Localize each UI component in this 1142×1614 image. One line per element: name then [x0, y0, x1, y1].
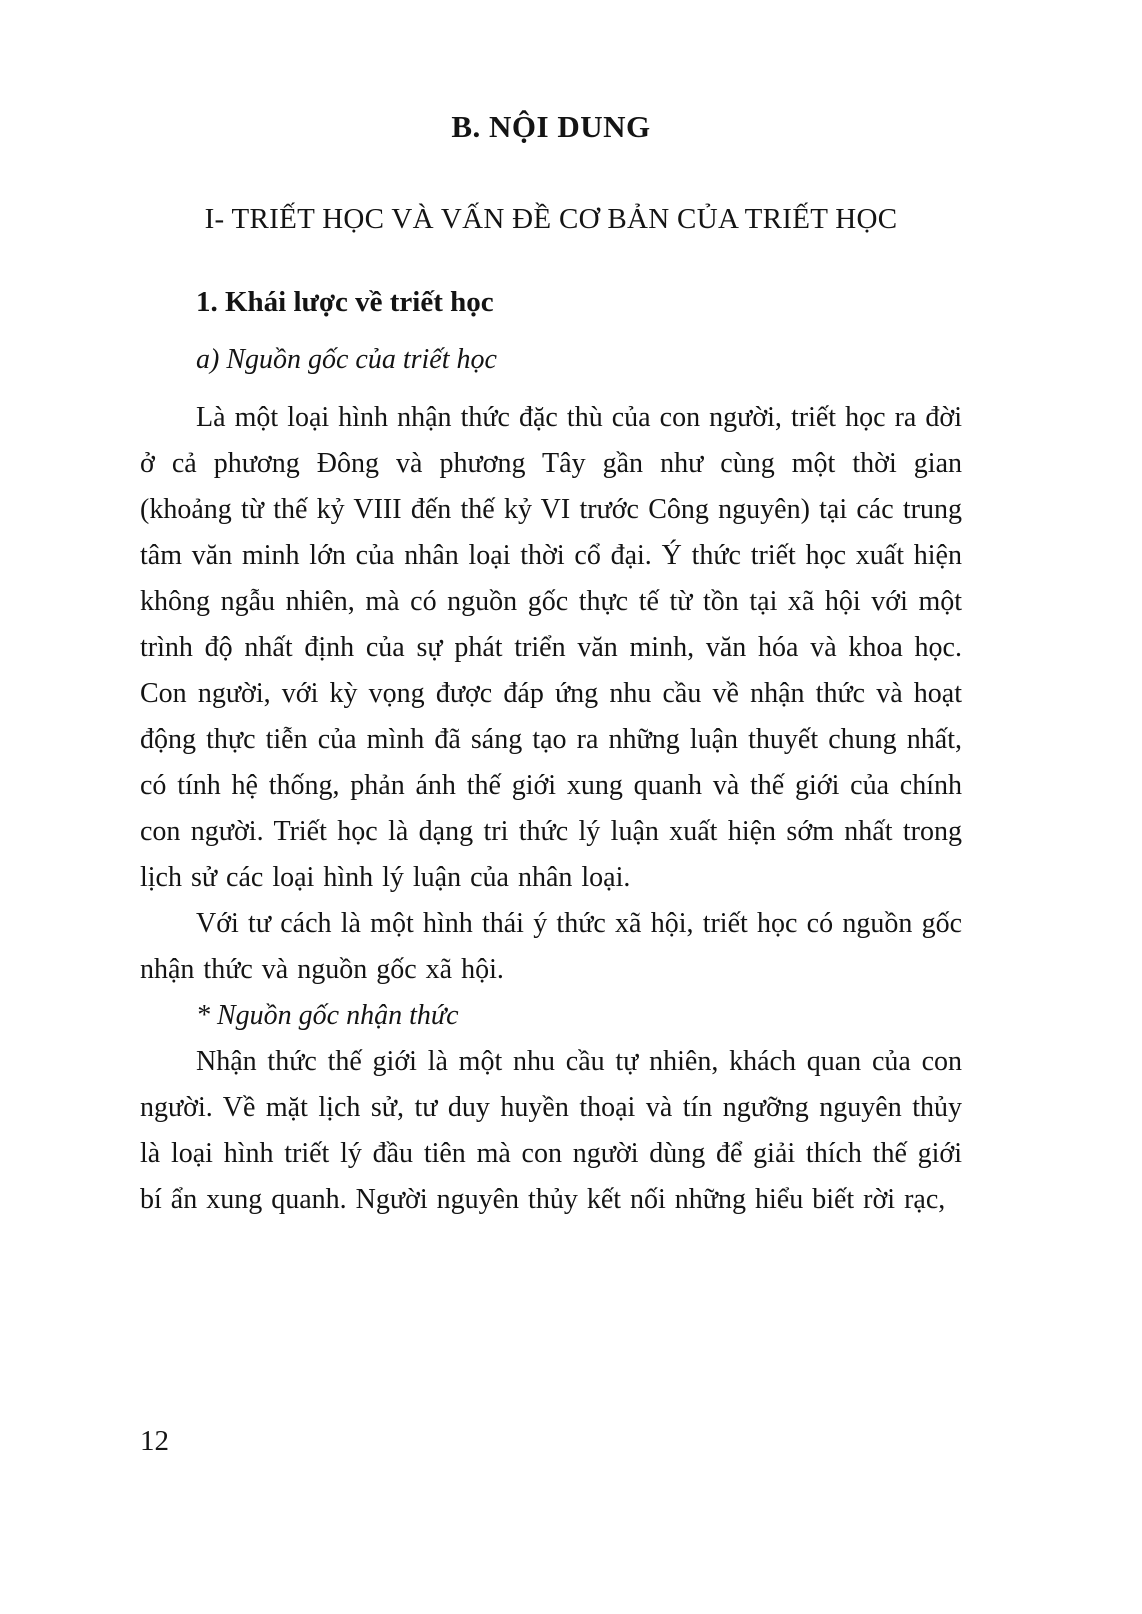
item-heading: a) Nguồn gốc của triết học	[196, 344, 497, 376]
note-heading: * Nguồn gốc nhận thức	[196, 999, 459, 1031]
page-number: 12	[140, 1425, 169, 1457]
paragraph: Là một loại hình nhận thức đặc thù của con người, triết học ra đời ở cả phương Đông và phương Tây gần như cùng một thời gian (khoảng từ thế kỷ VIII đến thế kỷ VI trước Công nguyên) tại các trung tâm văn minh lớn của nhân loại thời cổ đại. Ý thức triết học xuất hiện không ngẫu nhiên, mà có nguồn gốc thực tế từ tồn tại xã hội với một trình độ nhất định của sự phát triển văn minh, văn hóa và khoa học. Con người, với kỳ vọng được đáp ứng nhu cầu về nhận thức và hoạt động thực tiễn của mình đã sáng tạo ra những luận thuyết chung nhất, có tính hệ thống, phản ánh thế giới xung quanh và thế giới của chính con người. Triết học là dạng tri thức lý luận xuất hiện sớm nhất trong lịch sử các loại hình lý luận của nhân loại.	[140, 401, 962, 893]
paragraph: Với tư cách là một hình thái ý thức xã hội, triết học có nguồn gốc nhận thức và nguồn gốc xã hội.	[140, 907, 962, 985]
section-heading: I- TRIẾT HỌC VÀ VẤN ĐỀ CƠ BẢN CỦA TRIẾT HỌC	[204, 202, 898, 235]
paragraph: Nhận thức thế giới là một nhu cầu tự nhiên, khách quan của con người. Về mặt lịch sử, tư duy huyền thoại và tín ngưỡng nguyên thủy là loại hình triết lý đầu tiên mà con người dùng để giải thích thế giới bí ẩn xung quanh. Người nguyên thủy kết nối những hiểu biết rời rạc,	[140, 1045, 962, 1215]
page-title: B. NỘI DUNG	[451, 109, 651, 144]
subsection-heading: 1. Khái lược về triết học	[196, 286, 494, 319]
